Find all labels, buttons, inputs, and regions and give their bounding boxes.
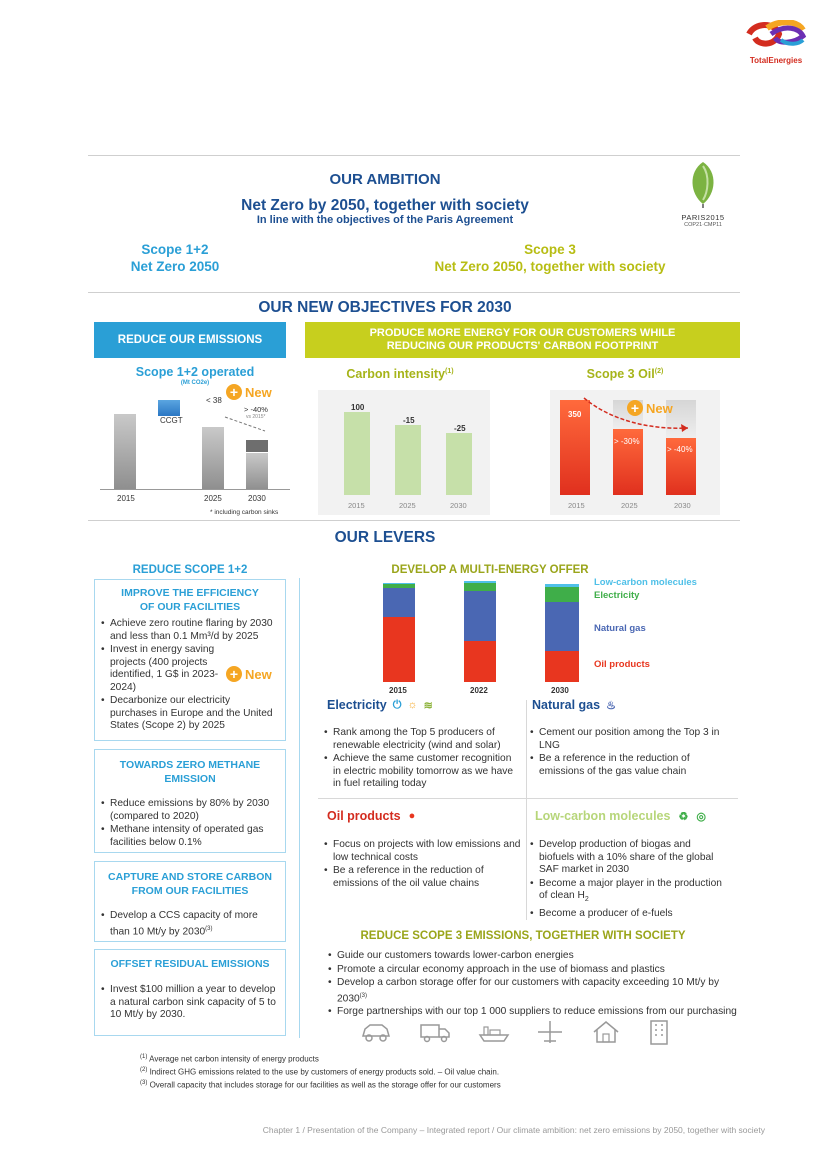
car-icon: [360, 1021, 392, 1043]
chart1-ccgt-label: CCGT: [160, 416, 183, 425]
produce-banner-line2: REDUCING OUR PRODUCTS' CARBON FOOTPRINT: [386, 340, 659, 352]
quadrant-vline: [526, 700, 527, 920]
scope12-value: Net Zero 2050: [130, 259, 220, 274]
levers-heading: OUR LEVERS: [334, 529, 436, 546]
sun-icon: ☼: [407, 699, 418, 711]
list-item: • Be a reference in the reduction of emissions of the oil value chains: [324, 865, 522, 890]
list-item: • Become a producer of e-fuels: [530, 908, 725, 921]
paris-logo-line1: PARIS2015: [681, 213, 725, 222]
capture-bullet-text: Develop a CCS capacity of more than 10 Mt/y by 2030: [110, 910, 258, 937]
capture-list: [101, 910, 277, 938]
efficiency-box: [94, 579, 286, 741]
electricity-title-text: Electricity: [327, 698, 387, 712]
list-item: • Cement our position among the Top 3 in LNG: [530, 727, 725, 752]
capture-title-1: CAPTURE AND STORE CARBON: [108, 871, 272, 883]
offset-list: [101, 984, 277, 1022]
chart1-minus40-label: > -40%: [244, 405, 268, 414]
chart2-bar-2015: [344, 412, 370, 495]
chart2-panel: [318, 390, 490, 515]
scope12-label: Scope 1+2: [141, 242, 209, 257]
chart3-title-sup: (2): [654, 367, 664, 375]
chart4-seg-oil: [545, 651, 579, 682]
chart1-plot: [100, 395, 290, 490]
airplane-icon: [536, 1020, 564, 1044]
new-badge-label: New: [646, 400, 673, 416]
footnote-ref: (3): [359, 992, 368, 999]
chart3-xlabel-2030: 2030: [674, 501, 691, 510]
capture-box: [94, 861, 286, 942]
electricity-title: [327, 698, 433, 712]
chart2-title-sup: (1): [445, 367, 454, 375]
offset-title: OFFSET RESIDUAL EMISSIONS: [110, 958, 270, 970]
natural-gas-title-text: Natural gas: [532, 698, 601, 712]
chart2-xlabel-2030: 2030: [450, 501, 467, 510]
chart2-label-2030: -25: [454, 424, 466, 433]
chart2-title: [340, 367, 460, 381]
chart1-unit: (Mt CO2e): [180, 380, 210, 386]
list-item: • Develop production of biogas and biofuels with a 10% share of the global SAF market in 2030: [530, 839, 725, 877]
recycle-icon: ♻: [678, 810, 689, 823]
chart1-xlabel-2030: 2030: [248, 494, 266, 503]
footnote-text: Overall capacity that includes storage for our facilities as well as the storage offer for our customers: [149, 1080, 501, 1090]
chart4-title: DEVELOP A MULTI-ENERGY OFFER: [391, 564, 589, 576]
new-badge-label: New: [245, 666, 272, 682]
footnotes: [140, 1052, 700, 1091]
list-item: [328, 977, 748, 1005]
footnote-2: [140, 1065, 700, 1078]
chart4-seg-oil: [383, 617, 415, 682]
plus-icon: +: [226, 666, 242, 682]
leaf-icon: [668, 160, 738, 208]
produce-banner-line1: PRODUCE MORE ENERGY FOR OUR CUSTOMERS WHILE: [369, 327, 676, 339]
efficiency-title-2: OF OUR FACILITIES: [139, 601, 241, 613]
chart1-vs2015-label: vs 2015*: [246, 414, 266, 420]
subscript: 2: [584, 896, 589, 904]
electricity-list: [324, 727, 522, 792]
chart4-legend-gas: Natural gas: [594, 623, 646, 634]
ambition-subtitle: In line with the objectives of the Paris Agreement: [256, 214, 514, 226]
sector-icons-row: [360, 1018, 670, 1046]
reduce-emissions-banner: [94, 322, 286, 358]
chart4-xlabel-2015: 2015: [389, 686, 407, 695]
low-carbon-h2-text: Become a major player in the production of clean H: [539, 877, 722, 901]
footnote-1: [140, 1052, 700, 1065]
chart4-seg-elec: [545, 587, 579, 602]
low-carbon-title: [535, 809, 706, 823]
objectives-heading: OUR NEW OBJECTIVES FOR 2030: [258, 299, 512, 316]
low-carbon-title-text: Low-carbon molecules: [535, 809, 671, 823]
chart4-seg-elec: [464, 583, 496, 591]
brand-logo: [745, 20, 807, 65]
methane-box: [94, 749, 286, 853]
chart2-xlabel-2025: 2025: [399, 501, 416, 510]
plug-icon: ⏻: [392, 698, 402, 711]
natural-gas-list: [530, 727, 725, 779]
footnote-mark: (3): [140, 1080, 148, 1087]
divider: [88, 520, 740, 521]
ship-icon: [478, 1021, 510, 1043]
chart4-plot: [370, 580, 600, 682]
molecule-icon: ◎: [696, 810, 706, 823]
quadrant-hline: [318, 798, 738, 799]
ambition-title: Net Zero by 2050, together with society: [241, 197, 529, 214]
list-item: • Guide our customers towards lower-carbon energies: [328, 950, 748, 963]
chart4-legend-lowc: Low-carbon molecules: [594, 577, 697, 588]
chart3-label-2025: > -30%: [614, 437, 640, 446]
plus-icon: +: [226, 384, 242, 400]
methane-title-1: TOWARDS ZERO METHANE: [119, 759, 261, 771]
chart2-bar-2030: [446, 433, 472, 495]
chart4-seg-oil: [464, 641, 496, 682]
chart4-seg-gas: [545, 602, 579, 651]
chart4-xlabel-2022: 2022: [470, 686, 488, 695]
chart4-col-2022: [464, 581, 496, 682]
truck-icon: [419, 1021, 451, 1043]
chart3-label-2030: > -40%: [667, 445, 693, 454]
chart2-label-2025: -15: [403, 416, 415, 425]
list-item: • Invest in energy saving projects (400 projects identified, 1 G$ in 2023-2024): [101, 644, 277, 694]
totalenergies-logo-icon: [745, 20, 807, 50]
wind-icon: ≋: [423, 699, 433, 712]
list-item: [101, 910, 277, 938]
chart1-title: Scope 1+2 operated: [135, 365, 255, 379]
footnote-3: [140, 1078, 700, 1091]
new-badge: [627, 400, 673, 416]
list-item: • Promote a circular economy approach in the use of biomass and plastics: [328, 964, 748, 977]
chart4-legend-elec: Electricity: [594, 590, 640, 601]
building-icon: [648, 1019, 670, 1045]
low-carbon-list: [530, 839, 725, 921]
list-item: • Forge partnerships with our top 1 000 suppliers to reduce emissions from our purchasing: [328, 1006, 748, 1019]
list-item: • Focus on projects with low emissions and low technical costs: [324, 839, 522, 864]
new-badge: [226, 666, 272, 682]
list-item: [530, 878, 725, 907]
chart4-col-2015: [383, 583, 415, 682]
oil-products-title: [327, 809, 415, 823]
reduce-emissions-banner-text: REDUCE OUR EMISSIONS: [117, 334, 263, 346]
list-item: • Rank among the Top 5 producers of renewable electricity (wind and solar): [324, 727, 522, 752]
chart4-seg-gas: [383, 588, 415, 617]
new-badge-label: New: [245, 384, 272, 400]
paris-logo-line2: COP21·CMP11: [684, 222, 722, 228]
chart1-xlabel-2025: 2025: [204, 494, 222, 503]
chart3-xlabel-2025: 2025: [621, 501, 638, 510]
chart3-title: [570, 367, 680, 381]
chart4-legend-oil: Oil products: [594, 659, 650, 670]
chart2-xlabel-2015: 2015: [348, 501, 365, 510]
footnote-mark: (2): [140, 1067, 148, 1074]
chart3-xlabel-2015: 2015: [568, 501, 585, 510]
chart1-trend-arrow: [100, 395, 290, 490]
page-footer: Chapter 1 / Presentation of the Company – Integrated report / Our climate ambition: net zero emissions by 2050, together with society: [262, 1125, 765, 1135]
brand-name: TotalEnergies: [749, 56, 803, 65]
capture-title-2: FROM OUR FACILITIES: [131, 885, 249, 897]
list-item: • Decarbonize our electricity purchases in Europe and the United States (Scope 2) by 2025: [101, 695, 277, 733]
chart2-title-text: Carbon intensity: [346, 367, 446, 381]
footnote-text: Average net carbon intensity of energy products: [149, 1054, 319, 1064]
divider: [88, 155, 740, 156]
chart4-seg-gas: [464, 591, 496, 641]
scope3-title: REDUCE SCOPE 3 EMISSIONS, TOGETHER WITH SOCIETY: [360, 930, 686, 942]
chart1-xlabel-2015: 2015: [117, 494, 135, 503]
footnote-ref: (3): [205, 925, 213, 932]
chart1-lt38-label: < 38: [206, 396, 222, 405]
scope3-storage-text: Develop a carbon storage offer for our customers with capacity exceeding 10 Mt/y by 2030: [337, 977, 720, 1004]
chart2-bar-2025: [395, 425, 421, 495]
list-item: • Achieve the same customer recognition in electric mobility tomorrow as we have in fuel retailing today: [324, 753, 522, 791]
chart4-col-2030: [545, 584, 579, 682]
scope3-list: [328, 950, 748, 1020]
chart1-note: * including carbon sinks: [210, 509, 279, 516]
efficiency-title-1: IMPROVE THE EFFICIENCY: [121, 587, 259, 599]
oil-drop-icon: ●: [408, 810, 416, 822]
chart1-baseline: [100, 489, 290, 490]
scope3-value: Net Zero 2050, together with society: [434, 259, 666, 274]
list-item: • Achieve zero routine flaring by 2030 and less than 0.1 Mm³/d by 2025: [101, 618, 277, 643]
ambition-heading: OUR AMBITION: [329, 171, 441, 188]
list-item: • Reduce emissions by 80% by 2030 (compared to 2020): [101, 798, 277, 823]
divider: [88, 292, 740, 293]
scope3-label: Scope 3: [524, 242, 576, 257]
natural-gas-title: [532, 698, 616, 712]
chart4-xlabel-2030: 2030: [551, 686, 569, 695]
footnote-mark: (1): [140, 1054, 148, 1060]
list-item: • Invest $100 million a year to develop a natural carbon sink capacity of 5 to 10 Mt/y by 2030.: [101, 984, 277, 1022]
chart3-title-text: Scope 3 Oil: [586, 367, 655, 381]
chart2-label-2015: 100: [351, 403, 365, 412]
flame-icon: ♨: [606, 699, 616, 712]
produce-energy-banner: [305, 322, 740, 358]
offset-box: [94, 949, 286, 1036]
plus-icon: +: [627, 400, 643, 416]
paris-2015-logo: [668, 160, 738, 230]
list-item: • Be a reference in the reduction of emissions of the gas value chain: [530, 753, 725, 778]
house-icon: [591, 1020, 621, 1044]
oil-products-title-text: Oil products: [327, 809, 401, 823]
oil-products-list: [324, 839, 522, 891]
footnote-text: Indirect GHG emissions related to the use by customers of energy products sold. – Oil value chain.: [149, 1067, 500, 1077]
methane-list: [101, 798, 277, 849]
chart3-label-2015: 350: [568, 410, 582, 419]
methane-title-2: EMISSION: [164, 773, 216, 785]
list-item: • Methane intensity of operated gas facilities below 0.1%: [101, 824, 277, 849]
reduce-scope12-title: REDUCE SCOPE 1+2: [132, 564, 248, 576]
